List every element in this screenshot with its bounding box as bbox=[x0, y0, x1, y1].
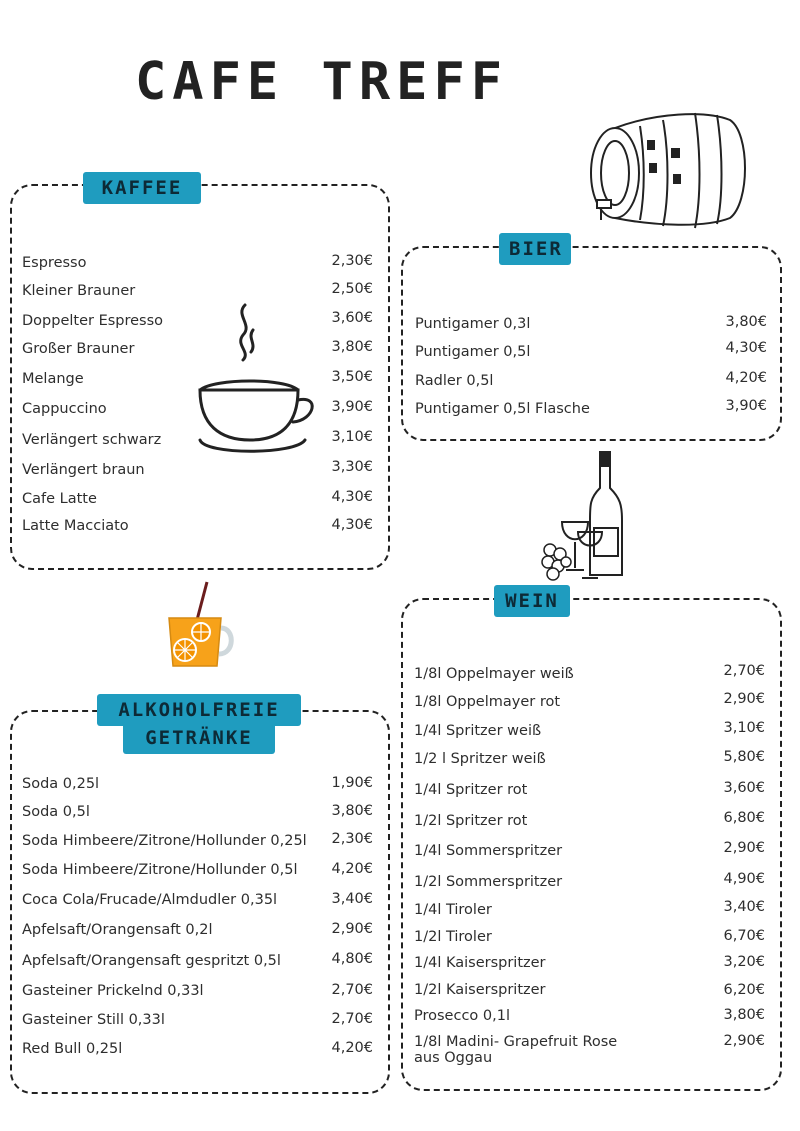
list-item: Kleiner Brauner bbox=[22, 283, 136, 299]
list-item: Gasteiner Still 0,33l bbox=[22, 1012, 165, 1028]
item-price: 5,80€ bbox=[723, 749, 765, 765]
item-price: 3,60€ bbox=[723, 780, 765, 796]
item-price: 3,60€ bbox=[331, 310, 373, 326]
item-price: 4,30€ bbox=[725, 340, 767, 356]
list-item: 1/2l Spritzer rot bbox=[414, 813, 528, 829]
wein-heading: WEIN bbox=[494, 585, 570, 617]
list-item: Gasteiner Prickelnd 0,33l bbox=[22, 983, 204, 999]
alkoholfrei-heading-line2: GETRÄNKE bbox=[123, 722, 275, 754]
list-item: Puntigamer 0,5l bbox=[415, 344, 531, 360]
item-price: 2,70€ bbox=[723, 663, 765, 679]
item-price: 3,90€ bbox=[725, 398, 767, 414]
item-price: 3,40€ bbox=[723, 899, 765, 915]
item-price: 4,80€ bbox=[331, 951, 373, 967]
list-item: Verlängert braun bbox=[22, 462, 145, 478]
list-item: Radler 0,5l bbox=[415, 373, 494, 389]
list-item: Espresso bbox=[22, 255, 87, 271]
list-item: Cafe Latte bbox=[22, 491, 97, 507]
item-price: 6,80€ bbox=[723, 810, 765, 826]
item-price: 2,90€ bbox=[723, 691, 765, 707]
list-item: Latte Macciato bbox=[22, 518, 129, 534]
list-item: 1/2l Tiroler bbox=[414, 929, 492, 945]
list-item: Puntigamer 0,3l bbox=[415, 316, 531, 332]
list-item: 1/4l Kaiserspritzer bbox=[414, 955, 546, 971]
item-price: 3,30€ bbox=[331, 459, 373, 475]
item-price: 2,90€ bbox=[331, 921, 373, 937]
wine-bottle-icon bbox=[540, 450, 630, 585]
item-price: 6,70€ bbox=[723, 928, 765, 944]
item-price: 4,30€ bbox=[331, 517, 373, 533]
list-item: Puntigamer 0,5l Flasche bbox=[415, 401, 590, 417]
item-price: 2,90€ bbox=[723, 1033, 765, 1049]
list-item: Coca Cola/Frucade/Almdudler 0,35l bbox=[22, 892, 278, 908]
list-item: 1/8l Oppelmayer weiß bbox=[414, 666, 574, 682]
item-price: 3,50€ bbox=[331, 369, 373, 385]
item-price: 3,80€ bbox=[725, 314, 767, 330]
list-item: 1/2 l Spritzer weiß bbox=[414, 751, 546, 767]
item-price: 2,30€ bbox=[331, 253, 373, 269]
item-price: 2,50€ bbox=[331, 281, 373, 297]
item-price: 3,10€ bbox=[723, 720, 765, 736]
list-item: Verlängert schwarz bbox=[22, 432, 162, 448]
list-item: Doppelter Espresso bbox=[22, 313, 164, 329]
list-item: Apfelsaft/Orangensaft 0,2l bbox=[22, 922, 213, 938]
list-item: 1/2l Kaiserspritzer bbox=[414, 982, 546, 998]
item-price: 6,20€ bbox=[723, 982, 765, 998]
list-item: 1/4l Spritzer weiß bbox=[414, 723, 542, 739]
item-price: 2,70€ bbox=[331, 1011, 373, 1027]
list-item: 1/4l Sommerspritzer bbox=[414, 843, 563, 859]
item-price: 3,80€ bbox=[723, 1007, 765, 1023]
bier-heading: BIER bbox=[499, 233, 571, 265]
list-item: Melange bbox=[22, 371, 84, 387]
list-item: 1/4l Spritzer rot bbox=[414, 782, 528, 798]
item-price: 3,40€ bbox=[331, 891, 373, 907]
coffee-cup-icon bbox=[195, 300, 315, 460]
item-price: 3,80€ bbox=[331, 803, 373, 819]
item-price: 3,20€ bbox=[723, 954, 765, 970]
list-item: 1/2l Sommerspritzer bbox=[414, 874, 563, 890]
list-item: Red Bull 0,25l bbox=[22, 1041, 123, 1057]
item-price: 3,80€ bbox=[331, 339, 373, 355]
barrel-icon bbox=[585, 108, 750, 233]
item-price: 2,70€ bbox=[331, 982, 373, 998]
list-item: Prosecco 0,1l bbox=[414, 1008, 510, 1024]
list-item: 1/8l Oppelmayer rot bbox=[414, 694, 561, 710]
list-item: Großer Brauner bbox=[22, 341, 135, 357]
orange-juice-icon bbox=[165, 580, 237, 672]
item-price: 4,30€ bbox=[331, 489, 373, 505]
list-item: Cappuccino bbox=[22, 401, 107, 417]
item-price: 2,90€ bbox=[723, 840, 765, 856]
list-item-continuation: aus Oggau bbox=[414, 1050, 493, 1066]
item-price: 1,90€ bbox=[331, 775, 373, 791]
item-price: 2,30€ bbox=[331, 831, 373, 847]
item-price: 3,90€ bbox=[331, 399, 373, 415]
list-item: Apfelsaft/Orangensaft gespritzt 0,5l bbox=[22, 953, 281, 969]
item-price: 4,90€ bbox=[723, 871, 765, 887]
item-price: 4,20€ bbox=[331, 861, 373, 877]
item-price: 4,20€ bbox=[725, 370, 767, 386]
item-price: 4,20€ bbox=[331, 1040, 373, 1056]
list-item: Soda Himbeere/Zitrone/Hollunder 0,25l bbox=[22, 833, 307, 849]
list-item: Soda 0,5l bbox=[22, 804, 90, 820]
list-item: Soda Himbeere/Zitrone/Hollunder 0,5l bbox=[22, 862, 298, 878]
list-item: Soda 0,25l bbox=[22, 776, 100, 792]
kaffee-heading: KAFFEE bbox=[83, 172, 201, 204]
list-item: 1/8l Madini- Grapefruit Rose bbox=[414, 1034, 618, 1050]
list-item: 1/4l Tiroler bbox=[414, 902, 492, 918]
item-price: 3,10€ bbox=[331, 429, 373, 445]
page-title: CAFE TREFF bbox=[135, 52, 509, 112]
alkoholfrei-heading-line1: ALKOHOLFREIE bbox=[97, 694, 301, 726]
